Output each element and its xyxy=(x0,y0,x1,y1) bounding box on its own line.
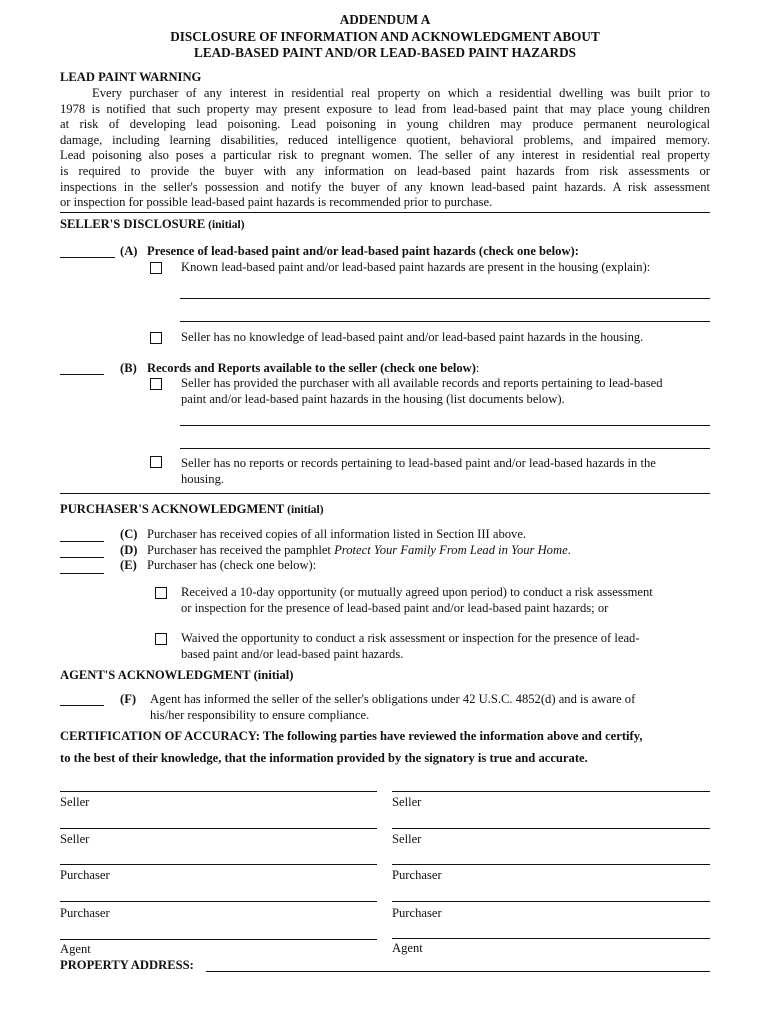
item-d-label: (D) xyxy=(120,543,138,557)
signature-line-seller-4[interactable] xyxy=(392,828,710,829)
warning-heading: LEAD PAINT WARNING xyxy=(60,70,202,84)
item-e-label: (E) xyxy=(120,558,137,572)
section-divider xyxy=(60,212,710,213)
checkbox-no-knowledge[interactable] xyxy=(150,332,162,344)
warning-line: or inspection for possible lead-based paint hazards is recommended prior to purchase. xyxy=(60,195,493,210)
item-b-label: (B) xyxy=(120,361,137,375)
item-f-label: (F) xyxy=(120,692,137,706)
item-f-text-line-1: Agent has informed the seller of the seller's obligations under 42 U.S.C. 4852(d) and is aware of xyxy=(150,692,636,706)
option-waived-opportunity-line-2: based paint and/or lead-based paint hazards. xyxy=(181,647,404,661)
documents-line-1[interactable] xyxy=(180,425,710,426)
checkbox-known-lead-paint[interactable] xyxy=(150,262,162,274)
signature-line-seller-2[interactable] xyxy=(392,791,710,792)
checkbox-records-provided[interactable] xyxy=(150,378,162,390)
warning-line: is required to provide the buyer with any information on lead-based paint hazards from risk assessments or xyxy=(60,163,710,178)
option-waived-opportunity-line-1: Waived the opportunity to conduct a risk assessment or inspection for the presence of lead- xyxy=(181,631,640,645)
explain-line-2[interactable] xyxy=(180,321,710,322)
checkbox-waived-opportunity[interactable] xyxy=(155,633,167,645)
signature-label: Purchaser xyxy=(392,868,442,882)
signature-label: Purchaser xyxy=(60,906,110,920)
warning-line: Lead poisoning also poses a particular risk to pregnant women. The seller of any interest in residential real property xyxy=(60,148,710,163)
purchasers-acknowledgment-heading: PURCHASER'S ACKNOWLEDGMENT (initial) xyxy=(60,502,324,516)
warning-line: 1978 is notified that such property may present exposure to lead from lead-based paint that may place young children xyxy=(60,101,710,116)
item-c-text: Purchaser has received copies of all information listed in Section III above. xyxy=(147,527,527,541)
property-address-label: PROPERTY ADDRESS: xyxy=(60,958,194,972)
checkbox-no-records[interactable] xyxy=(150,456,162,468)
item-a-label: (A) xyxy=(120,244,138,258)
property-address-field[interactable] xyxy=(206,971,710,972)
checkbox-received-opportunity[interactable] xyxy=(155,587,167,599)
signature-line-agent-2[interactable] xyxy=(392,938,710,939)
signature-line-purchaser-1[interactable] xyxy=(60,864,377,865)
warning-line: Every purchaser of any interest in residential real property on which a residential dwelling was built prior to xyxy=(92,86,710,100)
signature-label: Purchaser xyxy=(60,868,110,882)
document-title-line-2: DISCLOSURE OF INFORMATION AND ACKNOWLEDGMENT ABOUT xyxy=(170,29,600,44)
signature-line-purchaser-4[interactable] xyxy=(392,901,710,902)
initial-field-d[interactable] xyxy=(60,557,104,558)
warning-paragraph xyxy=(60,86,710,211)
section-divider xyxy=(60,493,710,494)
item-f-text-line-2: his/her responsibility to ensure compliance. xyxy=(150,708,370,722)
initial-field-f[interactable] xyxy=(60,705,104,706)
option-records-provided-line-2: paint and/or lead-based paint hazards in the housing (list documents below). xyxy=(181,392,565,406)
documents-line-2[interactable] xyxy=(180,448,710,449)
explain-line-1[interactable] xyxy=(180,298,710,299)
option-no-knowledge: Seller has no knowledge of lead-based paint and/or lead-based paint hazards in the housing. xyxy=(181,330,644,344)
certification-line-1: CERTIFICATION OF ACCURACY: The following parties have reviewed the information above and certify, xyxy=(60,729,643,743)
option-no-records-line-1: Seller has no reports or records pertaining to lead-based paint and/or lead-based hazards in the xyxy=(181,456,656,470)
option-received-opportunity-line-2: or inspection for the presence of lead-based paint and/or lead-based paint hazards; or xyxy=(181,601,609,615)
signature-label: Agent xyxy=(60,942,91,956)
agents-acknowledgment-heading: AGENT'S ACKNOWLEDGMENT (initial) xyxy=(60,668,294,682)
warning-line: damage, including learning disabilities, reduced intelligence quotient, behavioral problems, and impaired memory. xyxy=(60,132,710,147)
signature-label: Seller xyxy=(392,832,422,846)
signature-label: Seller xyxy=(60,795,90,809)
initial-field-b[interactable] xyxy=(60,374,104,375)
sellers-disclosure-heading: SELLER'S DISCLOSURE (initial) xyxy=(60,217,245,231)
item-c-label: (C) xyxy=(120,527,138,541)
option-records-provided-line-1: Seller has provided the purchaser with all available records and reports pertaining to lead-based xyxy=(181,376,663,390)
signature-line-purchaser-2[interactable] xyxy=(392,864,710,865)
item-a-text: Presence of lead-based paint and/or lead-based paint hazards (check one below): xyxy=(147,244,579,258)
option-known-lead-paint: Known lead-based paint and/or lead-based paint hazards are present in the housing (explain): xyxy=(181,260,651,274)
warning-line: inspections in the seller's possession and notify the buyer of any known lead-based paint hazards. A risk assessment xyxy=(60,179,710,194)
item-d-text: Purchaser has received the pamphlet Protect Your Family From Lead in Your Home. xyxy=(147,543,571,557)
certification-line-2: to the best of their knowledge, that the information provided by the signatory is true and accurate. xyxy=(60,751,588,765)
initial-field-a[interactable] xyxy=(60,257,115,258)
signature-line-purchaser-3[interactable] xyxy=(60,901,377,902)
signature-label: Seller xyxy=(60,832,90,846)
option-received-opportunity-line-1: Received a 10-day opportunity (or mutually agreed upon period) to conduct a risk assessment xyxy=(181,585,653,599)
signature-line-agent-1[interactable] xyxy=(60,939,377,940)
document-title-line-1: ADDENDUM A xyxy=(339,12,431,27)
item-b-text: Records and Reports available to the seller (check one below): xyxy=(147,361,480,375)
option-no-records-line-2: housing. xyxy=(181,472,225,486)
item-e-text: Purchaser has (check one below): xyxy=(147,558,317,572)
signature-label: Seller xyxy=(392,795,422,809)
signature-label: Purchaser xyxy=(392,906,442,920)
initial-field-c[interactable] xyxy=(60,541,104,542)
signature-line-seller-3[interactable] xyxy=(60,828,377,829)
document-title-line-3: LEAD-BASED PAINT AND/OR LEAD-BASED PAINT HAZARDS xyxy=(194,45,576,60)
warning-line: at risk of developing lead poisoning. Lead poisoning in young children may produce permanent neurological xyxy=(60,117,710,132)
signature-line-seller-1[interactable] xyxy=(60,791,377,792)
initial-field-e[interactable] xyxy=(60,573,104,574)
signature-label: Agent xyxy=(392,941,423,955)
